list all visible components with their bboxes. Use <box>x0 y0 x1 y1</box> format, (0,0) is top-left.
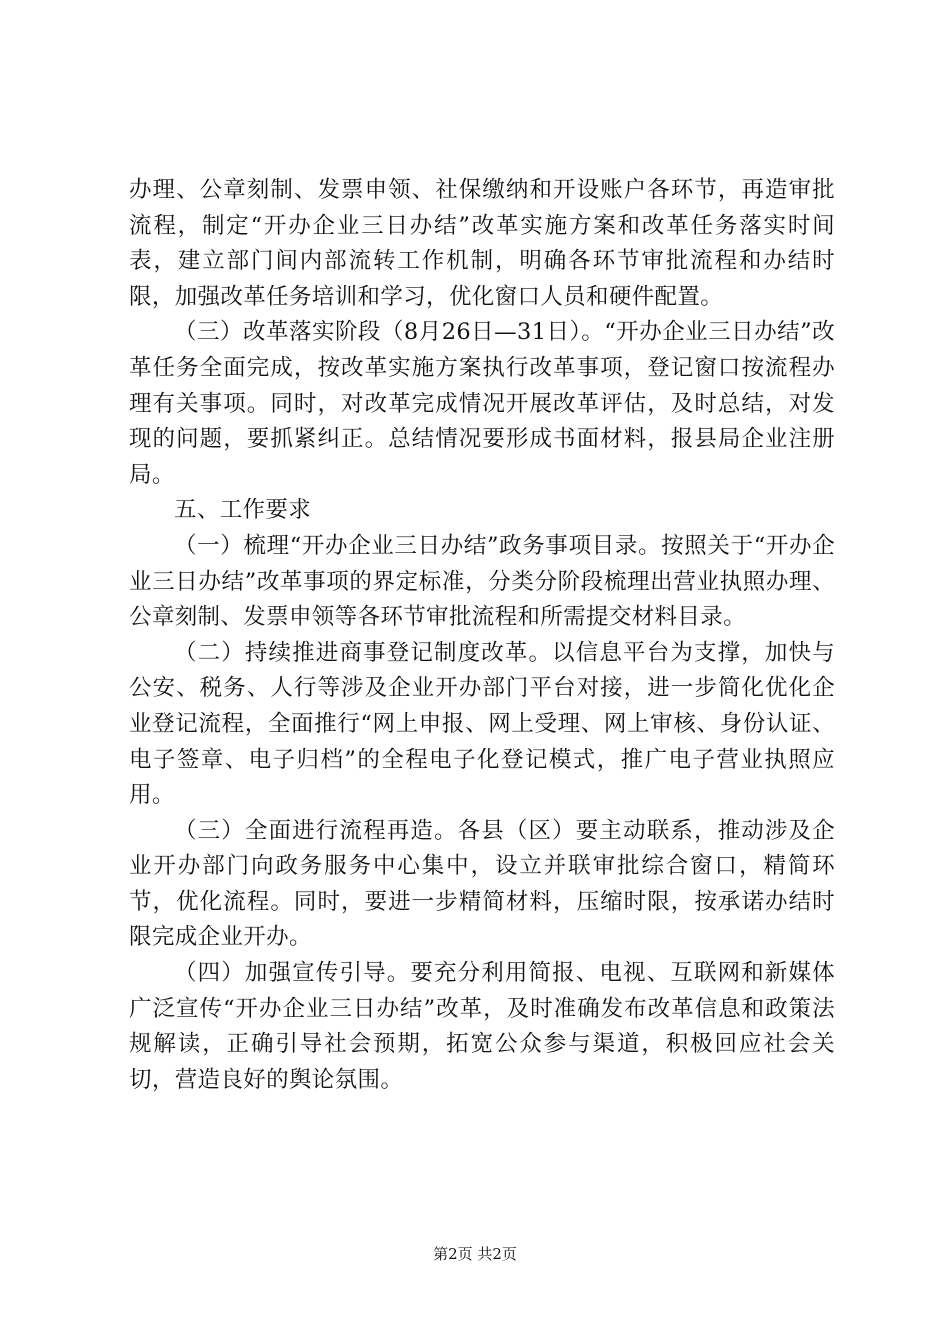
paragraph-requirement-two: （二）持续推进商事登记制度改革。以信息平台为支撑，加快与公安、税务、人行等涉及企业开办部门平台对接，进一步简化优化企业登记流程，全面推行“网上申报、网上受理、网上审核、身份认证、电子签章、电子归档”的全程电子化登记模式，推广电子营业执照应用。 <box>129 639 835 809</box>
document-body <box>129 173 835 1098</box>
paragraph-requirement-one: （一）梳理“开办企业三日办结”政务事项目录。按照关于“开办企业三日办结”改革事项的界定标准，分类分阶段梳理出营业执照办理、公章刻制、发票申领等各环节审批流程和所需提交材料目录。 <box>129 532 835 631</box>
page-number-label: 第2页 共2页 <box>433 1245 517 1263</box>
page-footer <box>0 1244 950 1264</box>
paragraph-requirement-four: （四）加强宣传引导。要充分利用简报、电视、互联网和新媒体广泛宣传“开办企业三日办结”改革，及时准确发布改革信息和政策法规解读，正确引导社会预期，拓宽公众参与渠道，积极回应社会关切，营造良好的舆论氛围。 <box>129 960 835 1093</box>
paragraph-stage-three: （三）改革落实阶段（8月26日—31日）。“开办企业三日办结”改革任务全面完成，按改革实施方案执行改革事项，登记窗口按流程办理有关事项。同时，对改革完成情况开展改革评估，及时总结，对发现的问题，要抓紧纠正。总结情况要形成书面材料，报县局企业注册局。 <box>129 319 835 488</box>
paragraph-continuation: 办理、公章刻制、发票申领、社保缴纳和开设账户各环节，再造审批流程，制定“开办企业三日办结”改革实施方案和改革任务落实时间表，建立部门间内部流转工作机制，明确各环节审批流程和办结时限，加强改革任务培训和学习，优化窗口人员和硬件配置。 <box>129 177 835 310</box>
section-heading-work-requirements: 五、工作要求 <box>174 497 312 524</box>
paragraph-requirement-three: （三）全面进行流程再造。各县（区）要主动联系，推动涉及企业开办部门向政务服务中心集中，设立并联审批综合窗口，精简环节，优化流程。同时，要进一步精简材料，压缩时限，按承诺办结时限完成企业开办。 <box>129 817 835 951</box>
